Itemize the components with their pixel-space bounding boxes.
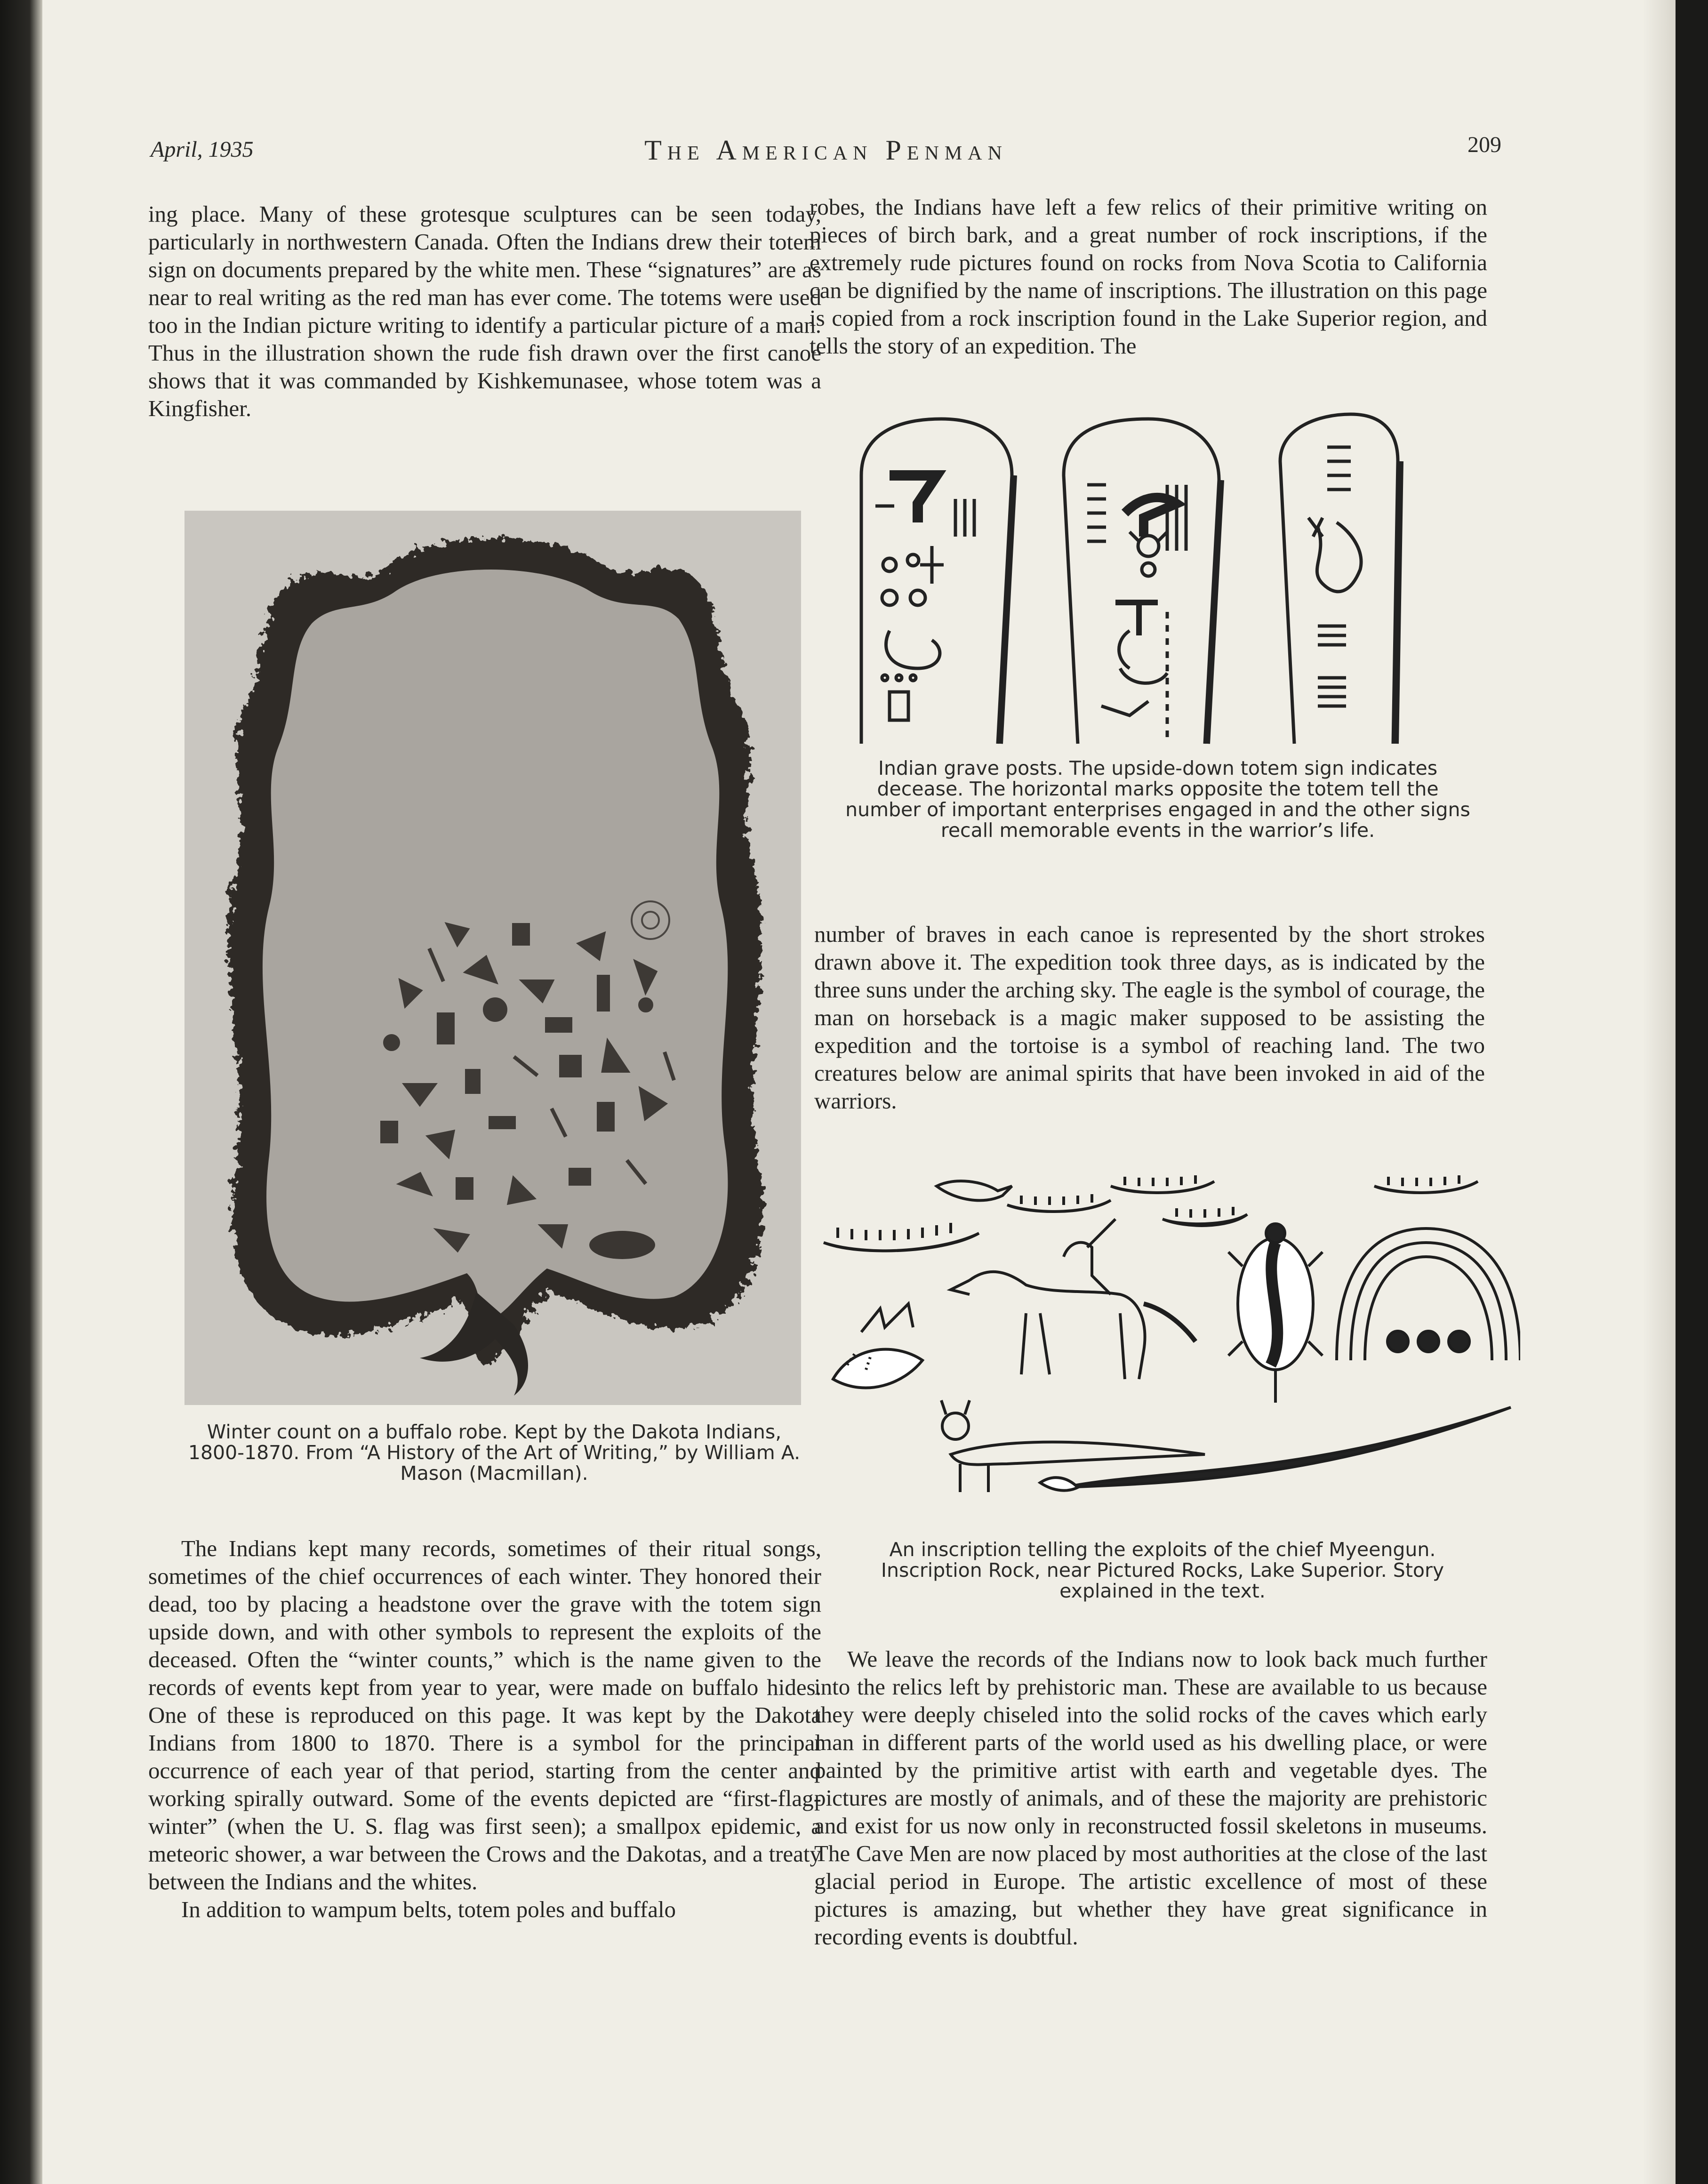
serpent-spirit: [1064, 1407, 1511, 1487]
page-number: 209: [1467, 132, 1501, 157]
left-bottom-text: The Indians kept many records, sometimes of their ritual songs, sometimes of the chief occurrences of each winter. They honored their dead, too by placing a headstone over the grave with the totem sign upside down, and with other symbols to represent the exploits of the deceased. Often the “winter counts,” which is the name given to the records of events kept from year to year, were made on buffalo hides. One of these is reproduced on this page. It was kept by the Dakota Indians from 1800 to 1870. There is a symbol for the principal occurrence of each year of that period, starting from the center and working spirally outward. Some of the events depicted are “first-flag-winter” (when the U. S. flag was first seen); a smallpox epidemic, a meteoric shower, a war between the Crows and the Dakotas, and a treaty between the Indians and the whites. In addition to wampum belts, totem poles and buffalo: [148, 1535, 821, 1922]
grave-posts-caption: Indian grave posts. The upside-down totem sign indicates decease. The horizontal marks opposite the totem tell the number of important enterprises engaged in and the other signs recall memorable events in the warrior’s life.: [845, 757, 1470, 842]
grave-posts-figure: [819, 405, 1478, 753]
book-binding: [0, 0, 42, 2184]
right-middle-paragraph: number of braves in each canoe is represented by the short strokes drawn above it. The expedition took three days, as is indicated by the three suns under the arching sky. The eagle is the symbol of courage, the man on horseback is a magic maker supposed to be assisting the expedition and the tortoise is a symbol of reaching land. The two creatures below are animal spirits that have been invoked in aid of the warriors.: [814, 921, 1485, 1114]
panther-spirit: [951, 1442, 1205, 1465]
kingfisher: [937, 1181, 1012, 1200]
sun-3: [1449, 1331, 1469, 1352]
grave-post-2: [1064, 419, 1219, 744]
sun-1: [1387, 1331, 1408, 1352]
horse: [951, 1272, 1145, 1379]
page-edge-shadow: [1643, 0, 1676, 2184]
grave-post-3: [1280, 414, 1398, 744]
page-header: [151, 132, 1501, 174]
left-top-paragraph: ing place. Many of these grotesque sculptures can be seen today, particularly in northwestern Canada. Often the Indians drew their totem sign on documents prepared by the white men. These “signatures” are as near to real writing as the red man has ever come. The totems were used too in the Indian picture writing to identify a particular picture of a man. Thus in the illustration shown the rude fish drawn over the first canoe shows that it was commanded by Kishkemunasee, whose totem was a Kingfisher.: [148, 201, 821, 421]
rider: [1064, 1219, 1115, 1294]
robe-hide: [263, 570, 728, 1320]
right-bottom-paragraph: We leave the records of the Indians now to look back much further into the relics left by prehistoric man. These are available to us because they were deeply chiseled into the solid rocks of the caves which early man in different parts of the world used as his dwelling place, or were painted by the primitive artist with earth and vegetable dyes. The pictures are mostly of animals, and of these the majority are prehistoric and exist for us now only in reconstructed fossil skeletons in museums. The Cave Men are now placed by most authorities at the close of the last glacial period in Europe. The artistic excellence of most of these pictures is amazing, but whether they have great significance in recording events is doubtful.: [814, 1646, 1487, 1950]
right-top-paragraph: robes, the Indians have left a few relics of their primitive writing on pieces of birch bark, and a great number of rock inscriptions, if the extremely rude pictures found on rocks from Nova Scotia to California can be dignified by the name of inscriptions. The illustration on this page is copied from a rock inscription found in the Lake Superior region, and tells the story of an expedition. The: [810, 194, 1487, 359]
publication-title: The American Penman: [644, 135, 1008, 166]
buffalo-robe-caption: Winter count on a buffalo robe. Kept by the Dakota Indians, 1800-1870. From “A History of the Art of Writing,” by William A. Mason (Macmillan).: [188, 1421, 801, 1485]
buffalo-robe-figure: [184, 511, 801, 1405]
magazine-page: [42, 0, 1676, 2184]
eagle: [833, 1349, 922, 1388]
dark-patch: [589, 1231, 655, 1259]
grave-post-1: [861, 419, 1012, 744]
inscription-caption: An inscription telling the exploits of the chief Myeengun. Inscription Rock, near Pictured Rocks, Lake Superior. Story explained in the text.: [881, 1538, 1444, 1602]
rock-inscription-figure: [819, 1163, 1520, 1520]
issue-date: April, 1935: [151, 137, 254, 162]
canoe-1: [824, 1233, 979, 1251]
sun-2: [1418, 1331, 1439, 1352]
